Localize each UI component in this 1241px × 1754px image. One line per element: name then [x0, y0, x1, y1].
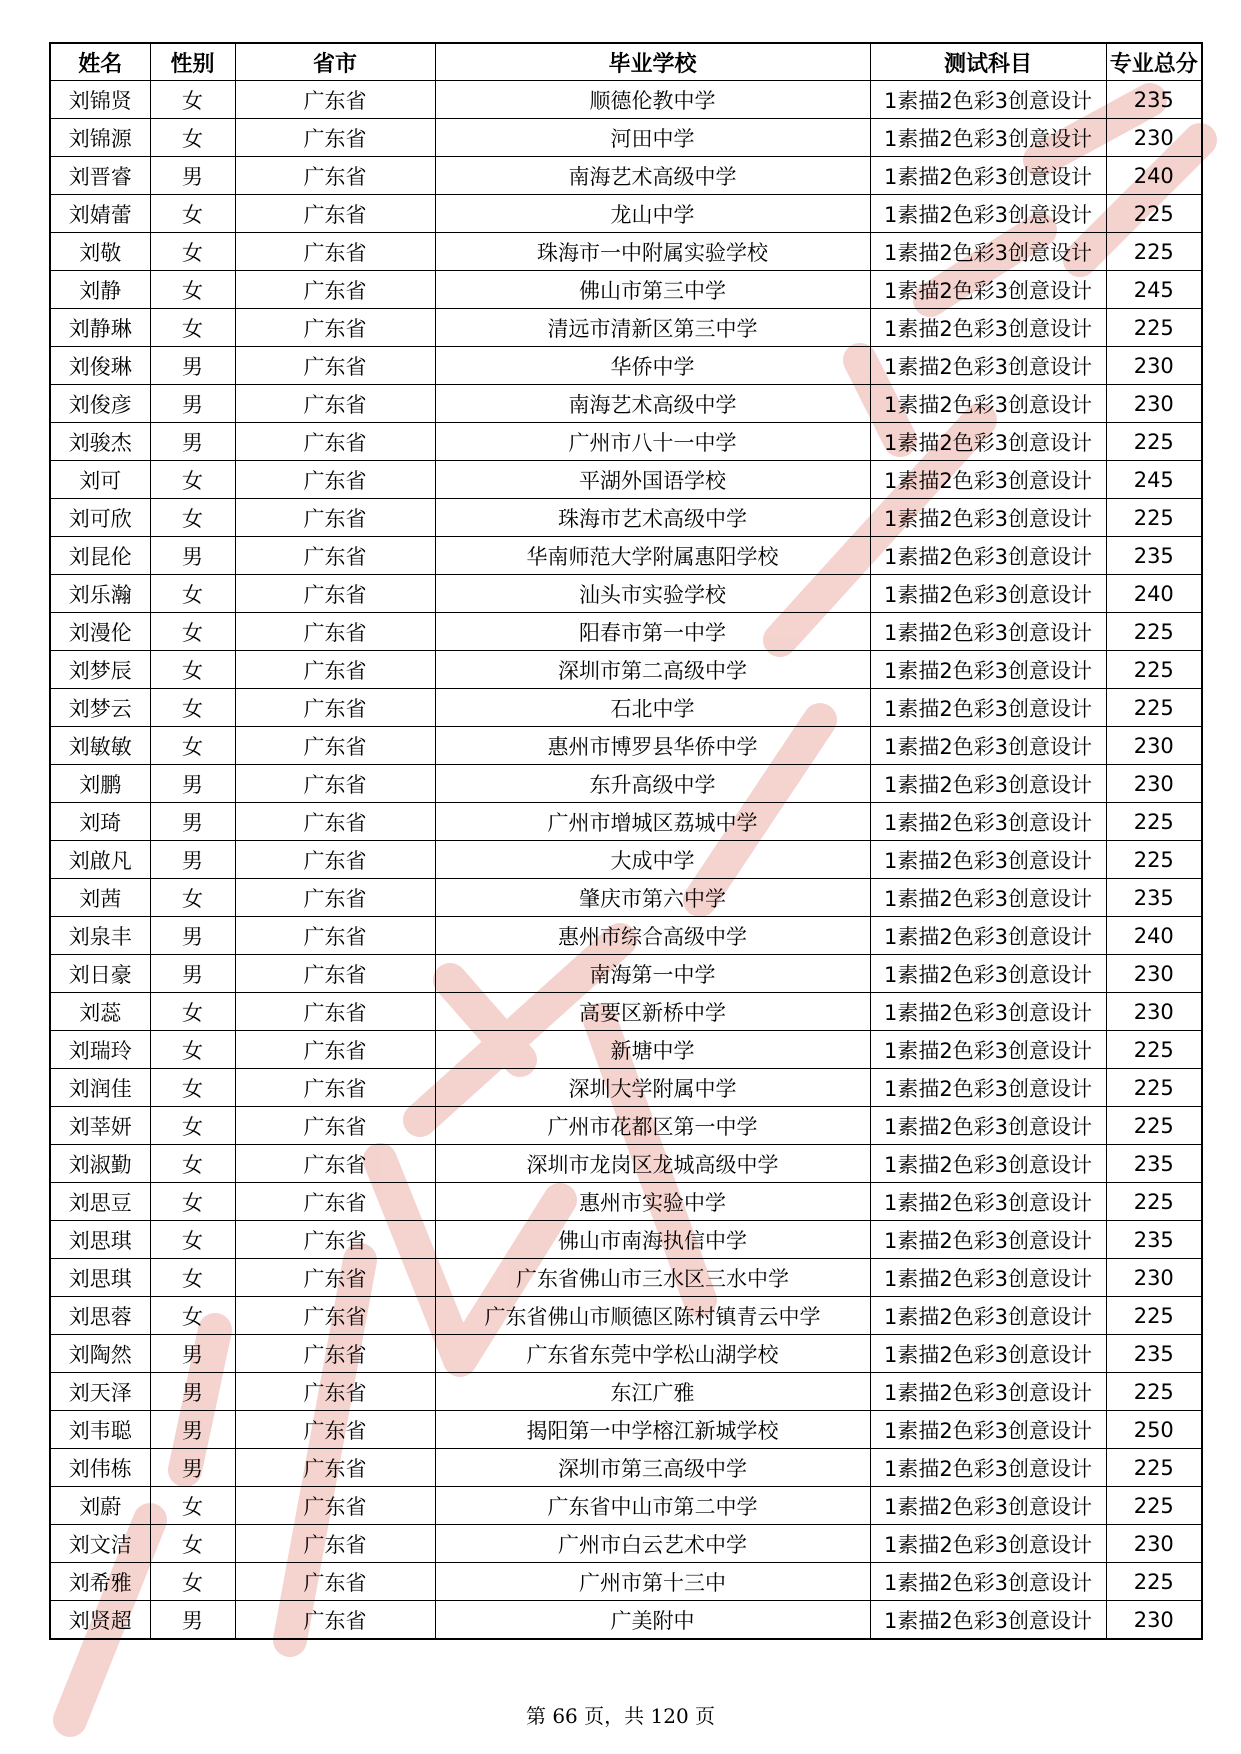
table-row	[50, 537, 1202, 575]
cell-province: 广东省	[235, 461, 435, 499]
cell-gender: 女	[150, 499, 235, 537]
cell-school: 惠州市博罗县华侨中学	[435, 727, 870, 765]
table-row	[50, 195, 1202, 233]
cell-subjects: 1素描2色彩3创意设计	[870, 727, 1106, 765]
cell-gender: 女	[150, 233, 235, 271]
cell-gender: 女	[150, 271, 235, 309]
cell-score: 230	[1106, 347, 1202, 385]
cell-province: 广东省	[235, 1069, 435, 1107]
cell-name: 刘伟栋	[50, 1449, 150, 1487]
cell-name: 刘天泽	[50, 1373, 150, 1411]
cell-gender: 男	[150, 841, 235, 879]
table-row	[50, 765, 1202, 803]
cell-province: 广东省	[235, 1411, 435, 1449]
table-row	[50, 993, 1202, 1031]
table-row	[50, 81, 1202, 119]
cell-school: 广东省中山市第二中学	[435, 1487, 870, 1525]
table-row	[50, 1221, 1202, 1259]
cell-gender: 女	[150, 119, 235, 157]
cell-score: 240	[1106, 157, 1202, 195]
table-row	[50, 309, 1202, 347]
table-row	[50, 727, 1202, 765]
table-row	[50, 1601, 1202, 1640]
cell-province: 广东省	[235, 1525, 435, 1563]
table-row	[50, 879, 1202, 917]
cell-score: 230	[1106, 765, 1202, 803]
cell-gender: 男	[150, 917, 235, 955]
cell-score: 225	[1106, 423, 1202, 461]
cell-province: 广东省	[235, 955, 435, 993]
cell-name: 刘鹏	[50, 765, 150, 803]
cell-province: 广东省	[235, 309, 435, 347]
cell-gender: 女	[150, 1107, 235, 1145]
cell-school: 华南师范大学附属惠阳学校	[435, 537, 870, 575]
cell-province: 广东省	[235, 1601, 435, 1640]
cell-subjects: 1素描2色彩3创意设计	[870, 879, 1106, 917]
cell-province: 广东省	[235, 993, 435, 1031]
cell-province: 广东省	[235, 119, 435, 157]
cell-name: 刘可欣	[50, 499, 150, 537]
cell-score: 225	[1106, 803, 1202, 841]
cell-score: 225	[1106, 613, 1202, 651]
cell-gender: 女	[150, 81, 235, 119]
cell-gender: 男	[150, 1335, 235, 1373]
cell-name: 刘贤超	[50, 1601, 150, 1640]
cell-subjects: 1素描2色彩3创意设计	[870, 1411, 1106, 1449]
cell-province: 广东省	[235, 271, 435, 309]
cell-score: 225	[1106, 309, 1202, 347]
cell-school: 肇庆市第六中学	[435, 879, 870, 917]
table-row	[50, 1107, 1202, 1145]
cell-school: 顺德伦教中学	[435, 81, 870, 119]
cell-school: 汕头市实验学校	[435, 575, 870, 613]
cell-score: 230	[1106, 1525, 1202, 1563]
cell-score: 225	[1106, 1373, 1202, 1411]
header-score: 专业总分	[1106, 43, 1202, 81]
cell-gender: 女	[150, 575, 235, 613]
cell-subjects: 1素描2色彩3创意设计	[870, 651, 1106, 689]
cell-province: 广东省	[235, 81, 435, 119]
cell-subjects: 1素描2色彩3创意设计	[870, 119, 1106, 157]
cell-score: 240	[1106, 575, 1202, 613]
cell-subjects: 1素描2色彩3创意设计	[870, 347, 1106, 385]
cell-province: 广东省	[235, 765, 435, 803]
cell-subjects: 1素描2色彩3创意设计	[870, 1259, 1106, 1297]
cell-subjects: 1素描2色彩3创意设计	[870, 1335, 1106, 1373]
cell-subjects: 1素描2色彩3创意设计	[870, 765, 1106, 803]
cell-name: 刘瑞玲	[50, 1031, 150, 1069]
table-row	[50, 575, 1202, 613]
cell-school: 广东省佛山市顺德区陈村镇青云中学	[435, 1297, 870, 1335]
cell-subjects: 1素描2色彩3创意设计	[870, 537, 1106, 575]
cell-name: 刘敬	[50, 233, 150, 271]
cell-gender: 女	[150, 993, 235, 1031]
cell-school: 石北中学	[435, 689, 870, 727]
cell-school: 阳春市第一中学	[435, 613, 870, 651]
cell-province: 广东省	[235, 841, 435, 879]
table-row	[50, 1297, 1202, 1335]
cell-province: 广东省	[235, 1259, 435, 1297]
cell-score: 230	[1106, 955, 1202, 993]
cell-score: 245	[1106, 271, 1202, 309]
cell-gender: 女	[150, 1297, 235, 1335]
cell-school: 东升高级中学	[435, 765, 870, 803]
cell-school: 高要区新桥中学	[435, 993, 870, 1031]
table-row	[50, 157, 1202, 195]
cell-province: 广东省	[235, 499, 435, 537]
table-row	[50, 803, 1202, 841]
table-row	[50, 233, 1202, 271]
table-row	[50, 689, 1202, 727]
cell-subjects: 1素描2色彩3创意设计	[870, 1145, 1106, 1183]
cell-subjects: 1素描2色彩3创意设计	[870, 1183, 1106, 1221]
cell-name: 刘骏杰	[50, 423, 150, 461]
cell-score: 225	[1106, 1449, 1202, 1487]
cell-subjects: 1素描2色彩3创意设计	[870, 157, 1106, 195]
cell-gender: 男	[150, 157, 235, 195]
cell-gender: 男	[150, 765, 235, 803]
cell-subjects: 1素描2色彩3创意设计	[870, 1107, 1106, 1145]
table-row	[50, 955, 1202, 993]
cell-name: 刘静琳	[50, 309, 150, 347]
cell-school: 珠海市艺术高级中学	[435, 499, 870, 537]
cell-subjects: 1素描2色彩3创意设计	[870, 461, 1106, 499]
cell-subjects: 1素描2色彩3创意设计	[870, 841, 1106, 879]
cell-school: 深圳市第三高级中学	[435, 1449, 870, 1487]
cell-score: 235	[1106, 537, 1202, 575]
cell-province: 广东省	[235, 537, 435, 575]
cell-score: 230	[1106, 1601, 1202, 1640]
table-row	[50, 1487, 1202, 1525]
cell-score: 225	[1106, 841, 1202, 879]
cell-name: 刘文洁	[50, 1525, 150, 1563]
cell-province: 广东省	[235, 423, 435, 461]
cell-province: 广东省	[235, 1487, 435, 1525]
cell-gender: 女	[150, 1031, 235, 1069]
cell-name: 刘琦	[50, 803, 150, 841]
cell-school: 龙山中学	[435, 195, 870, 233]
cell-school: 广东省东莞中学松山湖学校	[435, 1335, 870, 1373]
cell-name: 刘俊彦	[50, 385, 150, 423]
table-row	[50, 917, 1202, 955]
table-row	[50, 651, 1202, 689]
cell-school: 河田中学	[435, 119, 870, 157]
cell-gender: 女	[150, 727, 235, 765]
table-row	[50, 1525, 1202, 1563]
cell-school: 珠海市一中附属实验学校	[435, 233, 870, 271]
cell-name: 刘思豆	[50, 1183, 150, 1221]
cell-subjects: 1素描2色彩3创意设计	[870, 1449, 1106, 1487]
cell-school: 揭阳第一中学榕江新城学校	[435, 1411, 870, 1449]
table-row	[50, 385, 1202, 423]
cell-subjects: 1素描2色彩3创意设计	[870, 575, 1106, 613]
cell-province: 广东省	[235, 1107, 435, 1145]
cell-subjects: 1素描2色彩3创意设计	[870, 81, 1106, 119]
cell-province: 广东省	[235, 1183, 435, 1221]
cell-school: 南海艺术高级中学	[435, 157, 870, 195]
cell-province: 广东省	[235, 195, 435, 233]
cell-subjects: 1素描2色彩3创意设计	[870, 803, 1106, 841]
cell-name: 刘敏敏	[50, 727, 150, 765]
cell-subjects: 1素描2色彩3创意设计	[870, 385, 1106, 423]
cell-gender: 男	[150, 803, 235, 841]
cell-subjects: 1素描2色彩3创意设计	[870, 499, 1106, 537]
cell-subjects: 1素描2色彩3创意设计	[870, 689, 1106, 727]
cell-province: 广东省	[235, 1221, 435, 1259]
table-row	[50, 461, 1202, 499]
table-row	[50, 1373, 1202, 1411]
cell-score: 225	[1106, 1031, 1202, 1069]
cell-subjects: 1素描2色彩3创意设计	[870, 1297, 1106, 1335]
table-row	[50, 423, 1202, 461]
cell-province: 广东省	[235, 575, 435, 613]
header-school: 毕业学校	[435, 43, 870, 81]
cell-score: 230	[1106, 727, 1202, 765]
cell-name: 刘梦云	[50, 689, 150, 727]
cell-subjects: 1素描2色彩3创意设计	[870, 1069, 1106, 1107]
cell-school: 新塘中学	[435, 1031, 870, 1069]
table-row	[50, 841, 1202, 879]
cell-name: 刘昆伦	[50, 537, 150, 575]
table-row	[50, 271, 1202, 309]
cell-score: 235	[1106, 879, 1202, 917]
cell-gender: 女	[150, 461, 235, 499]
cell-name: 刘思琪	[50, 1221, 150, 1259]
cell-gender: 男	[150, 1373, 235, 1411]
cell-score: 225	[1106, 233, 1202, 271]
cell-gender: 女	[150, 1069, 235, 1107]
cell-score: 235	[1106, 81, 1202, 119]
cell-name: 刘梦辰	[50, 651, 150, 689]
cell-province: 广东省	[235, 1031, 435, 1069]
cell-gender: 女	[150, 879, 235, 917]
table-row	[50, 1183, 1202, 1221]
cell-province: 广东省	[235, 651, 435, 689]
cell-gender: 男	[150, 537, 235, 575]
cell-province: 广东省	[235, 1563, 435, 1601]
header-name: 姓名	[50, 43, 150, 81]
cell-score: 225	[1106, 1107, 1202, 1145]
cell-province: 广东省	[235, 879, 435, 917]
cell-gender: 女	[150, 1221, 235, 1259]
cell-score: 230	[1106, 385, 1202, 423]
results-table	[49, 42, 1203, 1640]
cell-name: 刘晋睿	[50, 157, 150, 195]
cell-score: 245	[1106, 461, 1202, 499]
cell-name: 刘乐瀚	[50, 575, 150, 613]
table-row	[50, 1563, 1202, 1601]
cell-province: 广东省	[235, 157, 435, 195]
cell-subjects: 1素描2色彩3创意设计	[870, 309, 1106, 347]
cell-name: 刘蔚	[50, 1487, 150, 1525]
table-row	[50, 119, 1202, 157]
cell-province: 广东省	[235, 613, 435, 651]
cell-gender: 男	[150, 385, 235, 423]
table-row	[50, 1069, 1202, 1107]
cell-score: 225	[1106, 195, 1202, 233]
cell-subjects: 1素描2色彩3创意设计	[870, 1563, 1106, 1601]
cell-gender: 女	[150, 1183, 235, 1221]
cell-gender: 男	[150, 1449, 235, 1487]
cell-subjects: 1素描2色彩3创意设计	[870, 1525, 1106, 1563]
cell-school: 惠州市实验中学	[435, 1183, 870, 1221]
cell-score: 225	[1106, 651, 1202, 689]
cell-score: 225	[1106, 1563, 1202, 1601]
cell-subjects: 1素描2色彩3创意设计	[870, 271, 1106, 309]
cell-name: 刘锦贤	[50, 81, 150, 119]
cell-name: 刘思蓉	[50, 1297, 150, 1335]
cell-name: 刘日豪	[50, 955, 150, 993]
cell-province: 广东省	[235, 1335, 435, 1373]
cell-school: 广州市花都区第一中学	[435, 1107, 870, 1145]
cell-school: 深圳市第二高级中学	[435, 651, 870, 689]
cell-gender: 男	[150, 347, 235, 385]
cell-score: 230	[1106, 1259, 1202, 1297]
cell-name: 刘蕊	[50, 993, 150, 1031]
cell-gender: 男	[150, 955, 235, 993]
cell-province: 广东省	[235, 727, 435, 765]
cell-name: 刘希雅	[50, 1563, 150, 1601]
cell-school: 南海第一中学	[435, 955, 870, 993]
table-row	[50, 347, 1202, 385]
cell-school: 广州市白云艺术中学	[435, 1525, 870, 1563]
cell-score: 235	[1106, 1335, 1202, 1373]
cell-gender: 女	[150, 1563, 235, 1601]
page-footer: 第 66 页，共 120 页	[525, 1704, 716, 1728]
cell-school: 广东省佛山市三水区三水中学	[435, 1259, 870, 1297]
cell-province: 广东省	[235, 1373, 435, 1411]
cell-subjects: 1素描2色彩3创意设计	[870, 917, 1106, 955]
header-subjects: 测试科目	[870, 43, 1106, 81]
header-province: 省市	[235, 43, 435, 81]
cell-name: 刘婧蕾	[50, 195, 150, 233]
cell-subjects: 1素描2色彩3创意设计	[870, 993, 1106, 1031]
cell-gender: 男	[150, 423, 235, 461]
cell-school: 佛山市第三中学	[435, 271, 870, 309]
table-body	[50, 81, 1202, 1640]
cell-score: 235	[1106, 1145, 1202, 1183]
table-row	[50, 1031, 1202, 1069]
cell-name: 刘啟凡	[50, 841, 150, 879]
cell-score: 230	[1106, 993, 1202, 1031]
cell-score: 250	[1106, 1411, 1202, 1449]
cell-subjects: 1素描2色彩3创意设计	[870, 1031, 1106, 1069]
cell-name: 刘可	[50, 461, 150, 499]
cell-gender: 女	[150, 1487, 235, 1525]
cell-gender: 男	[150, 1601, 235, 1640]
table-row	[50, 1145, 1202, 1183]
cell-name: 刘润佳	[50, 1069, 150, 1107]
cell-school: 广州市第十三中	[435, 1563, 870, 1601]
cell-province: 广东省	[235, 803, 435, 841]
cell-gender: 男	[150, 1411, 235, 1449]
cell-score: 225	[1106, 689, 1202, 727]
cell-name: 刘俊琳	[50, 347, 150, 385]
cell-school: 佛山市南海执信中学	[435, 1221, 870, 1259]
header-gender: 性别	[150, 43, 235, 81]
cell-gender: 女	[150, 1259, 235, 1297]
cell-school: 华侨中学	[435, 347, 870, 385]
cell-subjects: 1素描2色彩3创意设计	[870, 1221, 1106, 1259]
cell-province: 广东省	[235, 1145, 435, 1183]
cell-score: 225	[1106, 499, 1202, 537]
cell-gender: 女	[150, 195, 235, 233]
cell-subjects: 1素描2色彩3创意设计	[870, 613, 1106, 651]
cell-subjects: 1素描2色彩3创意设计	[870, 955, 1106, 993]
cell-province: 广东省	[235, 689, 435, 727]
cell-province: 广东省	[235, 917, 435, 955]
cell-name: 刘泉丰	[50, 917, 150, 955]
table-row	[50, 1449, 1202, 1487]
table-row	[50, 1411, 1202, 1449]
cell-name: 刘思琪	[50, 1259, 150, 1297]
cell-subjects: 1素描2色彩3创意设计	[870, 195, 1106, 233]
cell-score: 225	[1106, 1069, 1202, 1107]
cell-school: 广州市八十一中学	[435, 423, 870, 461]
cell-school: 深圳大学附属中学	[435, 1069, 870, 1107]
cell-school: 东江广雅	[435, 1373, 870, 1411]
cell-subjects: 1素描2色彩3创意设计	[870, 1373, 1106, 1411]
cell-name: 刘漫伦	[50, 613, 150, 651]
cell-subjects: 1素描2色彩3创意设计	[870, 233, 1106, 271]
cell-school: 大成中学	[435, 841, 870, 879]
cell-school: 平湖外国语学校	[435, 461, 870, 499]
cell-name: 刘莘妍	[50, 1107, 150, 1145]
cell-gender: 女	[150, 651, 235, 689]
cell-name: 刘陶然	[50, 1335, 150, 1373]
cell-subjects: 1素描2色彩3创意设计	[870, 1601, 1106, 1640]
cell-province: 广东省	[235, 1449, 435, 1487]
cell-province: 广东省	[235, 233, 435, 271]
cell-score: 240	[1106, 917, 1202, 955]
cell-name: 刘茜	[50, 879, 150, 917]
table-header-row	[50, 43, 1202, 81]
cell-school: 深圳市龙岗区龙城高级中学	[435, 1145, 870, 1183]
table-row	[50, 499, 1202, 537]
cell-score: 230	[1106, 119, 1202, 157]
cell-name: 刘韦聪	[50, 1411, 150, 1449]
cell-name: 刘淑勤	[50, 1145, 150, 1183]
cell-school: 南海艺术高级中学	[435, 385, 870, 423]
cell-gender: 女	[150, 309, 235, 347]
cell-school: 惠州市综合高级中学	[435, 917, 870, 955]
cell-name: 刘锦源	[50, 119, 150, 157]
cell-school: 广美附中	[435, 1601, 870, 1640]
cell-school: 清远市清新区第三中学	[435, 309, 870, 347]
table-row	[50, 1259, 1202, 1297]
cell-score: 235	[1106, 1221, 1202, 1259]
cell-gender: 女	[150, 689, 235, 727]
cell-gender: 女	[150, 613, 235, 651]
cell-gender: 女	[150, 1525, 235, 1563]
cell-score: 225	[1106, 1183, 1202, 1221]
cell-name: 刘静	[50, 271, 150, 309]
table-row	[50, 1335, 1202, 1373]
cell-school: 广州市增城区荔城中学	[435, 803, 870, 841]
cell-province: 广东省	[235, 1297, 435, 1335]
cell-subjects: 1素描2色彩3创意设计	[870, 1487, 1106, 1525]
cell-score: 225	[1106, 1297, 1202, 1335]
table-row	[50, 613, 1202, 651]
cell-score: 225	[1106, 1487, 1202, 1525]
cell-province: 广东省	[235, 347, 435, 385]
cell-subjects: 1素描2色彩3创意设计	[870, 423, 1106, 461]
cell-province: 广东省	[235, 385, 435, 423]
cell-gender: 女	[150, 1145, 235, 1183]
